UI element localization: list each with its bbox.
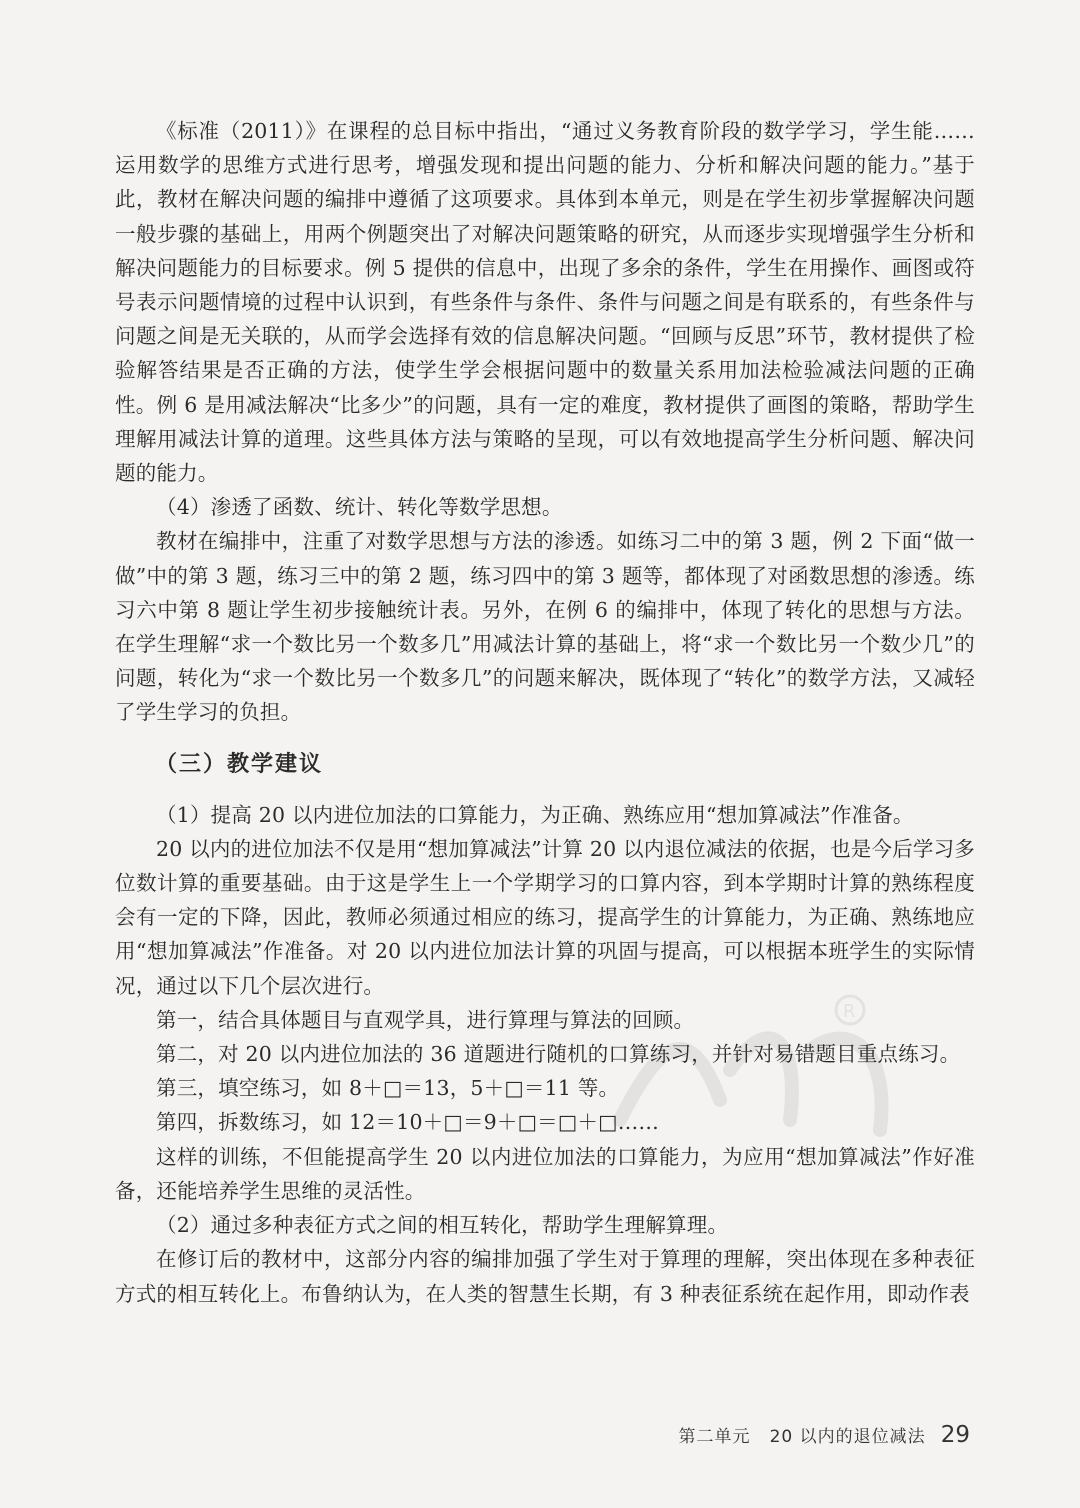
paragraph-representation: 在修订后的教材中，这部分内容的编排加强了学生对于算理的理解，突出体现在多种表征方式的相互转化上。布鲁纳认为，在人类的智慧生长期，有 3 种表征系统在起作用，即动作表: [115, 1247, 975, 1306]
page-number: 29: [940, 1422, 970, 1448]
footer-chapter-title: 20 以内的退位减法: [769, 1427, 926, 1447]
paragraph-step-3: 第三，填空练习，如 8＋□＝13，5＋□＝11 等。: [156, 1076, 620, 1101]
section-heading-teaching-suggestions: （三）教学建议: [155, 751, 324, 777]
paragraph-standard-goals: 《标准（2011）》在课程的总目标中指出，“通过义务教育阶段的数学学习，学生能……运用数学的思维方式进行思考，增强发现和提出问题的能力、分析和解决问题的能力。”基于此，教材在解决问题的编排中遵循了这项要求。具体到本单元，则是在学生初步掌握解决问题一般步骤的基础上，用两个例题突出了对解决问题策略的研究，从而逐步实现增强学生分析和解决问题能力的目标要求。例 5 提供的信息中，出现了多余的条件，学生在用操作、画图或符号表示问题情境的过程中认识到，有些条件与条件、条件与问题之间是有联系的，有些条件与问题之间是无关联的，从而学会选择有效的信息解决问题。“回顾与反思”环节，教材提供了检验解答结果是否正确的方法，使学生学会根据问题中的数量关系用加法检验减法问题的正确性。例 6 是用减法解决“比多少”的问题，具有一定的难度，教材提供了画图的策略，帮助学生理解用减法计算的道理。这些具体方法与策略的呈现，可以有效地提高学生分析问题、解决问题的能力。: [115, 119, 975, 486]
paragraph-point-4-heading: （4）渗透了函数、统计、转化等数学思想。: [156, 495, 563, 520]
footer-unit-label: 第二单元: [678, 1427, 751, 1447]
page-footer: [650, 1422, 970, 1448]
paragraph-math-thinking: 教材在编排中，注重了对数学思想与方法的渗透。如练习二中的第 3 题，例 2 下面“做一做”中的第 3 题，练习三中的第 2 题，练习四中的第 3 题等，都体现了对函数思想的渗透。练习六中第 8 题让学生初步接触统计表。另外，在例 6 的编排中，体现了转化的思想与方法。在学生理解“求一个数比另一个数多几”用减法计算的基础上，将“求一个数比另一个数少几”的问题，转化为“求一个数比另一个数多几”的问题来解决，既体现了“转化”的数学方法，又减轻了学生学习的负担。: [115, 529, 975, 725]
svg-text:R: R: [843, 1001, 856, 1022]
paragraph-addition-basis: 20 以内的进位加法不仅是用“想加算减法”计算 20 以内退位减法的依据，也是今后学习多位数计算的重要基础。由于这是学生上一个学期学习的口算内容，到本学期时计算的熟练程度会有一定的下降，因此，教师必须通过相应的练习，提高学生的计算能力，为正确、熟练地应用“想加算减法”作准备。对 20 以内进位加法计算的巩固与提高，可以根据本班学生的实际情况，通过以下几个层次进行。: [115, 836, 975, 998]
paragraph-suggestion-2: （2）通过多种表征方式之间的相互转化，帮助学生理解算理。: [156, 1213, 729, 1238]
body-text: [115, 114, 975, 1311]
paragraph-step-2: 第二，对 20 以内进位加法的 36 道题进行随机的口算练习，并针对易错题目重点练习。: [156, 1042, 961, 1067]
paragraph-suggestion-1: （1）提高 20 以内进位加法的口算能力，为正确、熟练应用“想加算减法”作准备。: [156, 802, 914, 827]
paragraph-step-1: 第一，结合具体题目与直观学具，进行算理与算法的回顾。: [156, 1007, 695, 1032]
paragraph-training-benefit: 这样的训练，不但能提高学生 20 以内进位加法的口算能力，为应用“想加算减法”作好准备，还能培养学生思维的灵活性。: [115, 1144, 975, 1203]
paragraph-step-4: 第四，拆数练习，如 12＝10＋□＝9＋□＝□＋□……: [156, 1110, 660, 1135]
